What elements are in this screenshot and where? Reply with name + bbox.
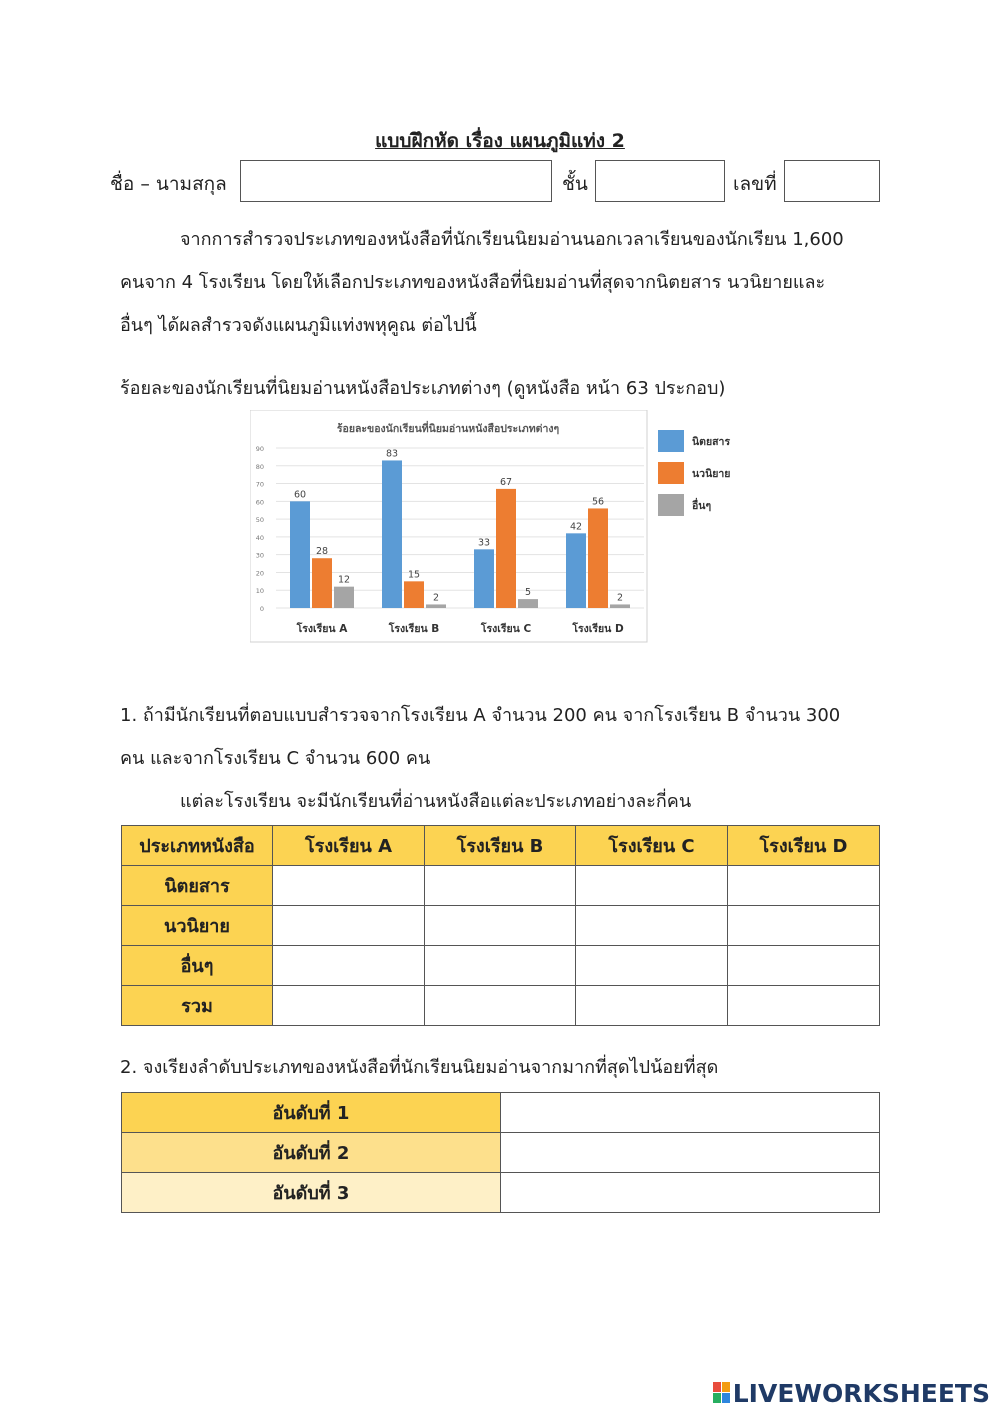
bar bbox=[496, 489, 516, 608]
x-category-label: โรงเรียน C bbox=[480, 623, 532, 635]
bar-data-label: 12 bbox=[337, 574, 351, 586]
answer-cell[interactable] bbox=[273, 906, 425, 946]
legend-label: อื่นๆ bbox=[692, 500, 712, 512]
chart-caption: ร้อยละของนักเรียนที่นิยมอ่านหนังสือประเภทต่างๆ (ดูหนังสือ หน้า 63 ประกอบ) bbox=[120, 378, 726, 399]
x-category-label: โรงเรียน D bbox=[572, 623, 624, 635]
number-label: เลขที่ bbox=[733, 173, 777, 195]
rank-2-answer[interactable] bbox=[501, 1133, 880, 1173]
bar-data-label: 83 bbox=[385, 448, 399, 460]
rank-3-answer[interactable] bbox=[501, 1173, 880, 1213]
header-school-c: โรงเรียน C bbox=[576, 826, 728, 866]
bar-data-label: 42 bbox=[569, 521, 583, 533]
bar bbox=[290, 501, 310, 608]
table-row bbox=[122, 906, 880, 946]
bar-data-label: 2 bbox=[616, 592, 624, 604]
table-row bbox=[122, 1093, 880, 1133]
y-tick-label: 10 bbox=[255, 587, 264, 596]
bar bbox=[404, 581, 424, 608]
header-school-d: โรงเรียน D bbox=[728, 826, 880, 866]
y-tick-label: 30 bbox=[255, 551, 264, 560]
number-input[interactable] bbox=[784, 160, 880, 202]
row-label-other: อื่นๆ bbox=[122, 946, 273, 986]
bar-chart bbox=[250, 410, 760, 645]
legend-swatch bbox=[658, 494, 684, 516]
answer-cell[interactable] bbox=[425, 986, 576, 1026]
table-row bbox=[122, 1173, 880, 1213]
worksheet-title: แบบฝึกหัด เรื่อง แผนภูมิแท่ง 2 bbox=[375, 130, 625, 152]
legend-swatch bbox=[658, 430, 684, 452]
intro-line-2: คนจาก 4 โรงเรียน โดยให้เลือกประเภทของหนังสือที่นิยมอ่านที่สุดจากนิตยสาร นวนิยายและ bbox=[120, 272, 826, 293]
answer-table-1 bbox=[121, 825, 880, 1026]
table-row bbox=[122, 986, 880, 1026]
bar-data-label: 33 bbox=[477, 537, 491, 549]
header-book-type: ประเภทหนังสือ bbox=[122, 826, 273, 866]
bar bbox=[382, 460, 402, 608]
class-input[interactable] bbox=[595, 160, 725, 202]
bar bbox=[312, 558, 332, 608]
bar-data-label: 2 bbox=[432, 592, 440, 604]
table-row bbox=[122, 946, 880, 986]
answer-cell[interactable] bbox=[273, 866, 425, 906]
question-1-line-2: คน และจากโรงเรียน C จำนวน 600 คน bbox=[120, 748, 431, 769]
answer-cell[interactable] bbox=[728, 986, 880, 1026]
answer-cell[interactable] bbox=[273, 946, 425, 986]
bar bbox=[566, 533, 586, 608]
header-school-b: โรงเรียน B bbox=[425, 826, 576, 866]
bar bbox=[334, 587, 354, 608]
y-tick-label: 20 bbox=[255, 569, 264, 578]
bar-data-label: 56 bbox=[591, 496, 605, 508]
legend-label: นิตยสาร bbox=[692, 436, 731, 448]
answer-cell[interactable] bbox=[273, 986, 425, 1026]
chart-svg bbox=[250, 410, 760, 645]
answer-cell[interactable] bbox=[425, 906, 576, 946]
table-header-row bbox=[122, 826, 880, 866]
bar bbox=[588, 508, 608, 608]
answer-cell[interactable] bbox=[728, 946, 880, 986]
answer-cell[interactable] bbox=[576, 866, 728, 906]
answer-cell[interactable] bbox=[425, 866, 576, 906]
y-tick-label: 90 bbox=[255, 445, 264, 453]
answer-cell[interactable] bbox=[728, 906, 880, 946]
question-2: 2. จงเรียงลำดับประเภทของหนังสือที่นักเรียนนิยมอ่านจากมากที่สุดไปน้อยที่สุด bbox=[120, 1057, 719, 1078]
answer-cell[interactable] bbox=[576, 946, 728, 986]
liveworksheets-logo bbox=[713, 1379, 990, 1408]
answer-cell[interactable] bbox=[576, 906, 728, 946]
rank-2-label: อันดับที่ 2 bbox=[122, 1133, 501, 1173]
question-1-line-1: 1. ถ้ามีนักเรียนที่ตอบแบบสำรวจจากโรงเรียน A จำนวน 200 คน จากโรงเรียน B จำนวน 300 bbox=[120, 705, 841, 726]
bar bbox=[518, 599, 538, 608]
x-category-label: โรงเรียน B bbox=[388, 623, 440, 635]
bar-data-label: 15 bbox=[407, 569, 421, 581]
rank-3-label: อันดับที่ 3 bbox=[122, 1173, 501, 1213]
intro-line-1: จากการสำรวจประเภทของหนังสือที่นักเรียนนิยมอ่านนอกเวลาเรียนของนักเรียน 1,600 bbox=[180, 229, 844, 250]
name-input[interactable] bbox=[240, 160, 552, 202]
y-tick-label: 50 bbox=[255, 516, 264, 525]
answer-table-2 bbox=[121, 1092, 880, 1213]
intro-line-3: อื่นๆ ได้ผลสำรวจดังแผนภูมิแท่งพหุคูณ ต่อไปนี้ bbox=[120, 315, 477, 336]
question-1-line-3: แต่ละโรงเรียน จะมีนักเรียนที่อ่านหนังสือแต่ละประเภทอย่างละกี่คน bbox=[180, 791, 692, 812]
answer-cell[interactable] bbox=[728, 866, 880, 906]
bar-data-label: 67 bbox=[499, 476, 513, 488]
table-row bbox=[122, 1133, 880, 1173]
bar-data-label: 28 bbox=[315, 546, 329, 558]
name-label: ชื่อ – นามสกุล bbox=[110, 173, 227, 195]
bar bbox=[474, 549, 494, 608]
bar-data-label: 60 bbox=[293, 489, 307, 501]
rank-1-answer[interactable] bbox=[501, 1093, 880, 1133]
bar-data-label: 5 bbox=[524, 587, 532, 599]
y-tick-label: 40 bbox=[255, 533, 264, 542]
header-school-a: โรงเรียน A bbox=[273, 826, 425, 866]
row-label-magazine: นิตยสาร bbox=[122, 866, 273, 906]
bar bbox=[426, 604, 446, 608]
y-tick-label: 70 bbox=[255, 480, 264, 489]
y-tick-label: 60 bbox=[255, 498, 264, 507]
row-label-total: รวม bbox=[122, 986, 273, 1026]
y-tick-label: 0 bbox=[259, 605, 264, 613]
class-label: ชั้น bbox=[562, 173, 588, 195]
answer-cell[interactable] bbox=[576, 986, 728, 1026]
brand-text: LIVEWORKSHEETS bbox=[732, 1379, 990, 1408]
answer-cell[interactable] bbox=[425, 946, 576, 986]
legend-label: นวนิยาย bbox=[692, 468, 731, 480]
y-tick-label: 80 bbox=[255, 462, 264, 471]
table-row bbox=[122, 866, 880, 906]
x-category-label: โรงเรียน A bbox=[296, 623, 348, 635]
row-label-novel: นวนิยาย bbox=[122, 906, 273, 946]
rank-1-label: อันดับที่ 1 bbox=[122, 1093, 501, 1133]
chart-title: ร้อยละของนักเรียนที่นิยมอ่านหนังสือประเภทต่างๆ bbox=[336, 423, 560, 435]
legend-swatch bbox=[658, 462, 684, 484]
bar bbox=[610, 604, 630, 608]
liveworksheets-mark-icon bbox=[713, 1382, 731, 1404]
